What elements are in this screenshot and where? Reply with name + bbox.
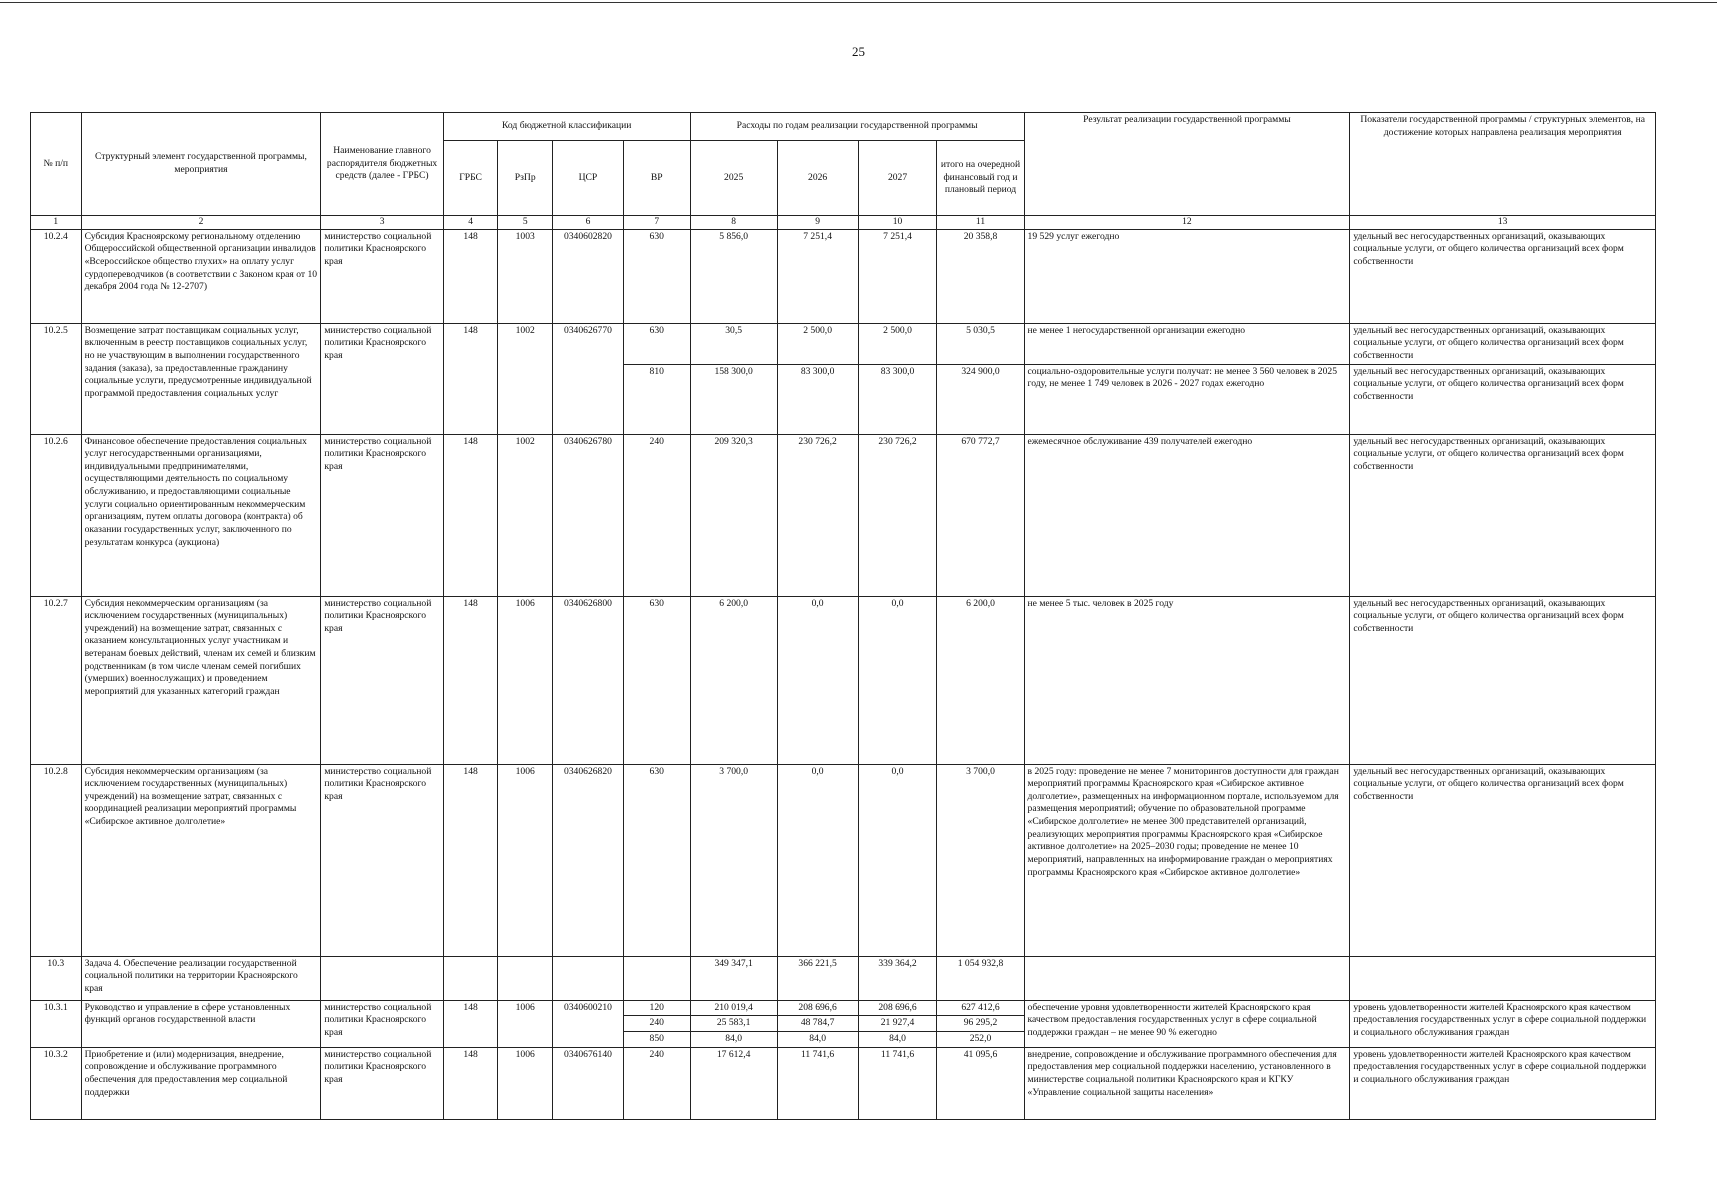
header-rzpr: РзПр <box>498 141 553 216</box>
row-number: 10.3.2 <box>31 1047 82 1119</box>
row-total: 41 095,6 <box>937 1047 1024 1119</box>
row-vr: 240 <box>623 1016 690 1032</box>
row-indicator: удельный вес негосударственных организаций, оказывающих социальные услуги, от общего количества организаций всех форм собственности <box>1350 764 1656 956</box>
row-result: не менее 1 негосударственной организации ежегодно <box>1024 323 1350 364</box>
row-total: 3 700,0 <box>937 764 1024 956</box>
row-indicator: удельный вес негосударственных организаций, оказывающих социальные услуги, от общего количества организаций всех форм собственности <box>1350 364 1656 434</box>
row-csr: 0340626780 <box>553 434 624 596</box>
row-element: Задача 4. Обеспечение реализации государственной социальной политики на территории Красноярского края <box>81 956 321 1000</box>
row-grbs-name: министерство социальной политики Красноярского края <box>321 323 443 434</box>
row-element: Руководство и управление в сфере установленных функций органов государственной власти <box>81 1000 321 1047</box>
row-2025: 210 019,4 <box>690 1000 777 1016</box>
row-rzpr: 1006 <box>498 596 553 764</box>
header-indicators: Показатели государственной программы / структурных элементов, на достижение которых направлена реализация мероприятия <box>1350 113 1656 216</box>
row-csr: 0340626820 <box>553 764 624 956</box>
row-2026: 11 741,6 <box>777 1047 858 1119</box>
row-number: 10.2.5 <box>31 323 82 434</box>
row-total: 324 900,0 <box>937 364 1024 434</box>
row-grbs: 148 <box>443 1047 498 1119</box>
column-number-row <box>31 216 1656 230</box>
row-element: Субсидия некоммерческим организациям (за исключением государственных (муниципальных) учреждений) на возмещение затрат, связанных с координацией реализации мероприятий программы «Сибирское активное долголетие» <box>81 764 321 956</box>
row-total: 5 030,5 <box>937 323 1024 364</box>
row-element: Финансовое обеспечение предоставления социальных услуг негосударственными организациями, индивидуальными предпринимателями, осуществляющими деятельность по социальному обслуживанию, и предоставляющими социальные услуги социально ориентированным некоммерческим организациям, путем оплаты договора (контракта) об оказании государственных услуг, заключенного по результатам конкурса (аукциона) <box>81 434 321 596</box>
row-total: 1 054 932,8 <box>937 956 1024 1000</box>
row-vr: 630 <box>623 596 690 764</box>
row-number: 10.3 <box>31 956 82 1000</box>
row-element: Субсидия Красноярскому региональному отделению Общероссийской общественной организации инвалидов «Всероссийское общество глухих» на оплату услуг сурдопереводчиков (в соответствии с Законом края от 10 декабря 2004 года № 12-2707) <box>81 229 321 323</box>
row-grbs-name: министерство социальной политики Красноярского края <box>321 764 443 956</box>
row-indicator: удельный вес негосударственных организаций, оказывающих социальные услуги, от общего количества организаций всех форм собственности <box>1350 596 1656 764</box>
column-number: 4 <box>443 216 498 230</box>
row-indicator: уровень удовлетворенности жителей Красноярского края качеством предоставления государственных услуг в сфере социальной поддержки и социального обслуживания граждан <box>1350 1000 1656 1047</box>
column-number: 6 <box>553 216 624 230</box>
row-rzpr <box>498 956 553 1000</box>
row-grbs: 148 <box>443 229 498 323</box>
row-result: не менее 5 тыс. человек в 2025 году <box>1024 596 1350 764</box>
row-2026: 83 300,0 <box>777 364 858 434</box>
column-number: 7 <box>623 216 690 230</box>
row-grbs-name: министерство социальной политики Красноярского края <box>321 229 443 323</box>
column-number: 12 <box>1024 216 1350 230</box>
header-expenses-group: Расходы по годам реализации государственной программы <box>690 113 1024 141</box>
row-rzpr: 1006 <box>498 764 553 956</box>
header-2027: 2027 <box>858 141 937 216</box>
row-grbs-name: министерство социальной политики Красноярского края <box>321 1047 443 1119</box>
row-total: 96 295,2 <box>937 1016 1024 1032</box>
row-total: 252,0 <box>937 1031 1024 1047</box>
row-2026: 84,0 <box>777 1031 858 1047</box>
row-result: обеспечение уровня удовлетворенности жителей Красноярского края качеством предоставления государственных услуг в сфере социальной поддержки граждан – не менее 90 % ежегодно <box>1024 1000 1350 1047</box>
row-2026: 2 500,0 <box>777 323 858 364</box>
table-row <box>31 1000 1656 1016</box>
row-number: 10.3.1 <box>31 1000 82 1047</box>
row-2027: 2 500,0 <box>858 323 937 364</box>
row-number: 10.2.8 <box>31 764 82 956</box>
row-2027: 21 927,4 <box>858 1016 937 1032</box>
row-2027: 339 364,2 <box>858 956 937 1000</box>
header-kbk-group: Код бюджетной классификации <box>443 113 690 141</box>
column-number: 3 <box>321 216 443 230</box>
row-grbs: 148 <box>443 764 498 956</box>
row-element: Приобретение и (или) модернизация, внедрение, сопровождение и обслуживание программного обеспечения для предоставления мер социальной поддержки <box>81 1047 321 1119</box>
row-csr: 0340626800 <box>553 596 624 764</box>
row-2026: 366 221,5 <box>777 956 858 1000</box>
table-row <box>31 764 1656 956</box>
row-rzpr: 1002 <box>498 434 553 596</box>
row-indicator: уровень удовлетворенности жителей Красноярского края качеством предоставления государственных услуг в сфере социальной поддержки и социального обслуживания граждан <box>1350 1047 1656 1119</box>
row-element: Субсидия некоммерческим организациям (за исключением государственных (муниципальных) учреждений) на возмещение затрат, связанных с оказанием консультационных услуг участникам и ветеранам боевых действий, членам их семей и близким родственникам (в том числе членам семей погибших (умерших) военнослужащих) и проведением мероприятий для указанных категорий граждан <box>81 596 321 764</box>
row-rzpr: 1002 <box>498 323 553 434</box>
row-number: 10.2.4 <box>31 229 82 323</box>
row-grbs: 148 <box>443 323 498 434</box>
row-2026: 0,0 <box>777 764 858 956</box>
row-2025: 209 320,3 <box>690 434 777 596</box>
row-result: в 2025 году: проведение не менее 7 мониторингов доступности для граждан мероприятий программы Красноярского края «Сибирское активное долголетие», размещенных на информационном портале, используемом для размещения мероприятий; обучение по образовательной программе «Сибирское долголетие» не менее 300 представителей организаций, реализующих мероприятия программы Красноярского края «Сибирское активное долголетие» на 2025–2030 годы; проведение не менее 10 мероприятий, направленных на информирование граждан о мероприятиях программы Красноярского края «Сибирское активное долголетие» <box>1024 764 1350 956</box>
header-vr: ВР <box>623 141 690 216</box>
row-csr: 0340626770 <box>553 323 624 434</box>
header-csr: ЦСР <box>553 141 624 216</box>
column-number: 5 <box>498 216 553 230</box>
header-no: № п/п <box>31 113 82 216</box>
row-2025: 84,0 <box>690 1031 777 1047</box>
row-grbs-name: министерство социальной политики Красноярского края <box>321 596 443 764</box>
row-grbs: 148 <box>443 1000 498 1047</box>
row-csr <box>553 956 624 1000</box>
header-result: Результат реализации государственной программы <box>1024 113 1350 216</box>
table-row <box>31 1047 1656 1119</box>
table-row <box>31 434 1656 596</box>
row-indicator: удельный вес негосударственных организаций, оказывающих социальные услуги, от общего количества организаций всех форм собственности <box>1350 434 1656 596</box>
header-total: итого на очередной финансовый год и плановый период <box>937 141 1024 216</box>
row-grbs-name: министерство социальной политики Красноярского края <box>321 1000 443 1047</box>
row-grbs: 148 <box>443 596 498 764</box>
row-vr: 810 <box>623 364 690 434</box>
page-number: 25 <box>852 44 865 59</box>
row-vr: 630 <box>623 323 690 364</box>
row-2025: 3 700,0 <box>690 764 777 956</box>
column-number: 8 <box>690 216 777 230</box>
row-2027: 83 300,0 <box>858 364 937 434</box>
row-total: 670 772,7 <box>937 434 1024 596</box>
row-2027: 84,0 <box>858 1031 937 1047</box>
row-csr: 0340602820 <box>553 229 624 323</box>
row-2025: 5 856,0 <box>690 229 777 323</box>
header-grbs: ГРБС <box>443 141 498 216</box>
column-number: 11 <box>937 216 1024 230</box>
row-2025: 349 347,1 <box>690 956 777 1000</box>
row-element: Возмещение затрат поставщикам социальных услуг, включенным в реестр поставщиков социальных услуг, но не участвующим в выполнении государственного задания (заказа), за предоставленные гражданину социальные услуги, предусмотренные индивидуальной программой предоставления социальных услуг <box>81 323 321 434</box>
row-2027: 230 726,2 <box>858 434 937 596</box>
row-vr <box>623 956 690 1000</box>
row-2025: 25 583,1 <box>690 1016 777 1032</box>
row-vr: 120 <box>623 1000 690 1016</box>
header-2026: 2026 <box>777 141 858 216</box>
column-number: 10 <box>858 216 937 230</box>
row-csr: 0340600210 <box>553 1000 624 1047</box>
row-2027: 0,0 <box>858 596 937 764</box>
header-element: Структурный элемент государственной программы, мероприятия <box>81 113 321 216</box>
row-indicator: удельный вес негосударственных организаций, оказывающих социальные услуги, от общего количества организаций всех форм собственности <box>1350 323 1656 364</box>
row-csr: 0340676140 <box>553 1047 624 1119</box>
row-vr: 240 <box>623 434 690 596</box>
header-grbs-name: Наименование главного распорядителя бюджетных средств (далее - ГРБС) <box>321 113 443 216</box>
row-2025: 158 300,0 <box>690 364 777 434</box>
row-total: 627 412,6 <box>937 1000 1024 1016</box>
row-2027: 11 741,6 <box>858 1047 937 1119</box>
table-row <box>31 323 1656 364</box>
row-number: 10.2.6 <box>31 434 82 596</box>
row-2026: 208 696,6 <box>777 1000 858 1016</box>
row-number: 10.2.7 <box>31 596 82 764</box>
row-rzpr: 1006 <box>498 1000 553 1047</box>
row-grbs-name <box>321 956 443 1000</box>
row-result: социально-оздоровительные услуги получат: не менее 3 560 человек в 2025 году, не менее 1 749 человек в 2026 - 2027 годах ежегодно <box>1024 364 1350 434</box>
row-2026: 48 784,7 <box>777 1016 858 1032</box>
row-grbs <box>443 956 498 1000</box>
row-vr: 630 <box>623 229 690 323</box>
row-2026: 7 251,4 <box>777 229 858 323</box>
row-grbs: 148 <box>443 434 498 596</box>
row-grbs-name: министерство социальной политики Красноярского края <box>321 434 443 596</box>
row-total: 6 200,0 <box>937 596 1024 764</box>
row-rzpr: 1003 <box>498 229 553 323</box>
column-number: 2 <box>81 216 321 230</box>
row-2025: 30,5 <box>690 323 777 364</box>
row-2027: 7 251,4 <box>858 229 937 323</box>
row-2027: 208 696,6 <box>858 1000 937 1016</box>
row-2025: 6 200,0 <box>690 596 777 764</box>
column-number: 13 <box>1350 216 1656 230</box>
table-row <box>31 596 1656 764</box>
row-result <box>1024 956 1350 1000</box>
table-row <box>31 229 1656 323</box>
row-vr: 850 <box>623 1031 690 1047</box>
program-table <box>30 112 1656 1120</box>
row-result: ежемесячное обслуживание 439 получателей ежегодно <box>1024 434 1350 596</box>
page-top-border <box>0 2 1717 3</box>
row-rzpr: 1006 <box>498 1047 553 1119</box>
column-number: 9 <box>777 216 858 230</box>
row-result: 19 529 услуг ежегодно <box>1024 229 1350 323</box>
row-2026: 230 726,2 <box>777 434 858 596</box>
row-2025: 17 612,4 <box>690 1047 777 1119</box>
row-vr: 240 <box>623 1047 690 1119</box>
row-indicator: удельный вес негосударственных организаций, оказывающих социальные услуги, от общего количества организаций всех форм собственности <box>1350 229 1656 323</box>
row-total: 20 358,8 <box>937 229 1024 323</box>
row-result: внедрение, сопровождение и обслуживание программного обеспечения для предоставления мер социальной поддержки населению, установленного в министерстве социальной политики Красноярского края и КГКУ «Управление социальной защиты населения» <box>1024 1047 1350 1119</box>
header-2025: 2025 <box>690 141 777 216</box>
row-2027: 0,0 <box>858 764 937 956</box>
table-row <box>31 956 1656 1000</box>
row-vr: 630 <box>623 764 690 956</box>
row-2026: 0,0 <box>777 596 858 764</box>
row-indicator <box>1350 956 1656 1000</box>
column-number: 1 <box>31 216 82 230</box>
